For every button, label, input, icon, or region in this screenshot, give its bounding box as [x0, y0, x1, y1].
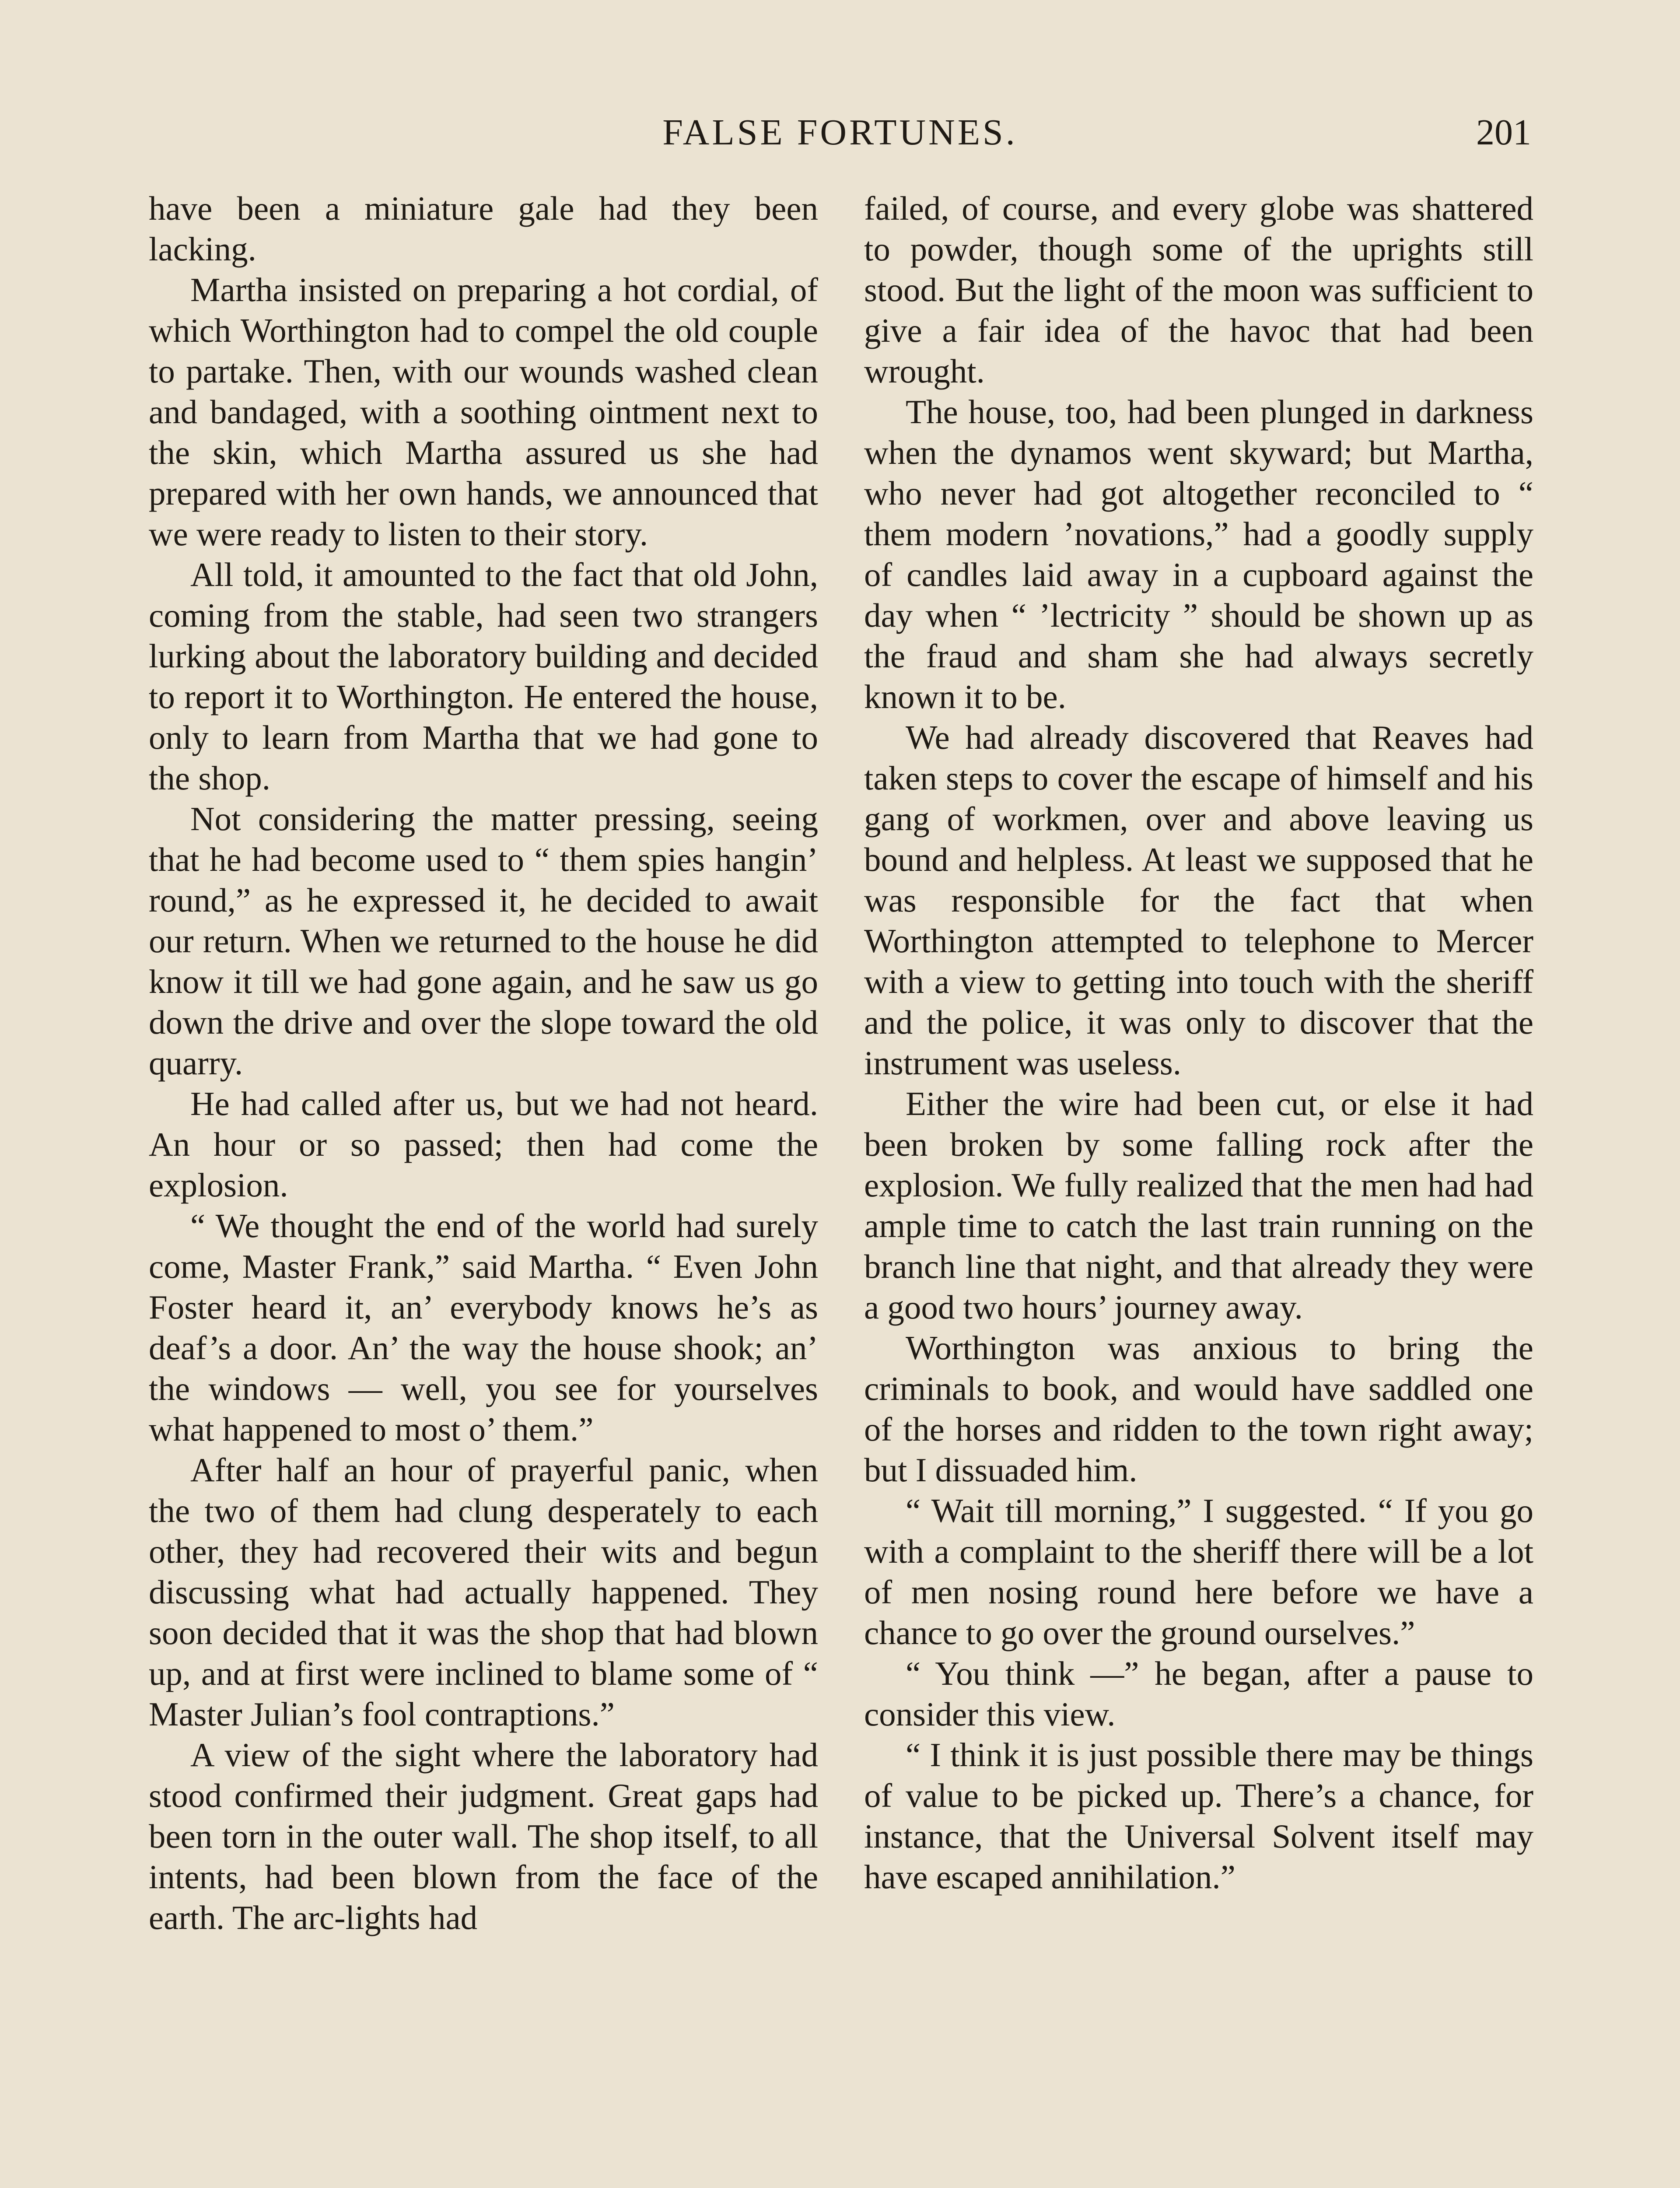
paragraph: Martha insisted on preparing a hot cordial, of which Worthington had to compel the old couple to partake. Then, with our wounds washed clean and bandaged, with a soothing ointment next to the skin, which Martha assured us she had prepared with her own hands, we announced that we were ready to listen to their story. [149, 271, 818, 553]
paragraph: Either the wire had been cut, or else it had been broken by some falling rock after the explosion. We fully realized that the men had had ample time to catch the last train running on the branch line that night, and that already they were a good two hours’ journey away. [864, 1085, 1533, 1326]
paragraph: “ We thought the end of the world had surely come, Master Frank,” said Martha. “ Even John Foster heard it, an’ everybody knows he’s as deaf’s a door. An’ the way the house shook; an’ the windows — well, you see for yourselves what happened to most o’ them.” [149, 1207, 818, 1448]
paragraph: We had already discovered that Reaves had taken steps to cover the escape of himself and his gang of workmen, over and above leaving us bound and helpless. At least we supposed that he was responsible for the fact that when Worthington attempted to telephone to Mercer with a view to getting into touch with the sheriff and the police, it was only to discover that the instrument was useless. [864, 719, 1533, 1082]
paragraph: “ Wait till morning,” I suggested. “ If you go with a complaint to the sheriff there will be a lot of men nosing round here before we have a chance to go over the ground ourselves.” [864, 1492, 1533, 1652]
paragraph: have been a miniature gale had they been lacking. [149, 189, 818, 268]
paragraph: Worthington was anxious to bring the criminals to book, and would have saddled one of the horses and ridden to the town right away; but I dissuaded him. [864, 1329, 1533, 1489]
paragraph: A view of the sight where the laboratory had stood confirmed their judgment. Great gaps had been torn in the outer wall. The shop itself, to all intents, had been blown from the face of the earth. The arc-lights had [149, 1736, 818, 1936]
paragraph: “ You think —” he began, after a pause to consider this view. [864, 1655, 1533, 1733]
paragraph: After half an hour of prayerful panic, when the two of them had clung desperately to each other, they had recovered their wits and begun discussing what had actually happened. They soon decided that it was the shop that had blown up, and at first were inclined to blame some of “ Master Julian’s fool contraptions.” [149, 1451, 818, 1733]
paragraph: All told, it amounted to the fact that old John, coming from the stable, had seen two strangers lurking about the laboratory building and decided to report it to Worthington. He entered the house, only to learn from Martha that we had gone to the shop. [149, 556, 818, 797]
paragraph: “ I think it is just possible there may be things of value to be picked up. There’s a chance, for instance, that the Universal Solvent itself may have escaped annihilation.” [864, 1736, 1533, 1896]
paragraph: The house, too, had been plunged in darkness when the dynamos went skyward; but Martha, who never had got altogether reconciled to “ them modern ’novations,” had a goodly supply of candles laid away in a cupboard against the day when “ ’lectricity ” should be shown up as the fraud and sham she had always secretly known it to be. [864, 393, 1533, 715]
paragraph: Not considering the matter pressing, seeing that he had become used to “ them spies hangin’ round,” as he expressed it, he decided to await our return. When we returned to the house he did know it till we had gone again, and he saw us go down the drive and over the slope toward the old quarry. [149, 800, 818, 1082]
page-number: 201 [1476, 112, 1531, 153]
page-header [149, 109, 1531, 157]
paragraph: failed, of course, and every globe was shattered to powder, though some of the uprights still stood. But the light of the moon was sufficient to give a fair idea of the havoc that had been wrought. [864, 189, 1533, 390]
running-title: FALSE FORTUNES. [662, 112, 1018, 153]
left-column [149, 188, 818, 1938]
right-column [864, 188, 1533, 1897]
paragraph: He had called after us, but we had not heard. An hour or so passed; then had come the explosion. [149, 1085, 818, 1204]
